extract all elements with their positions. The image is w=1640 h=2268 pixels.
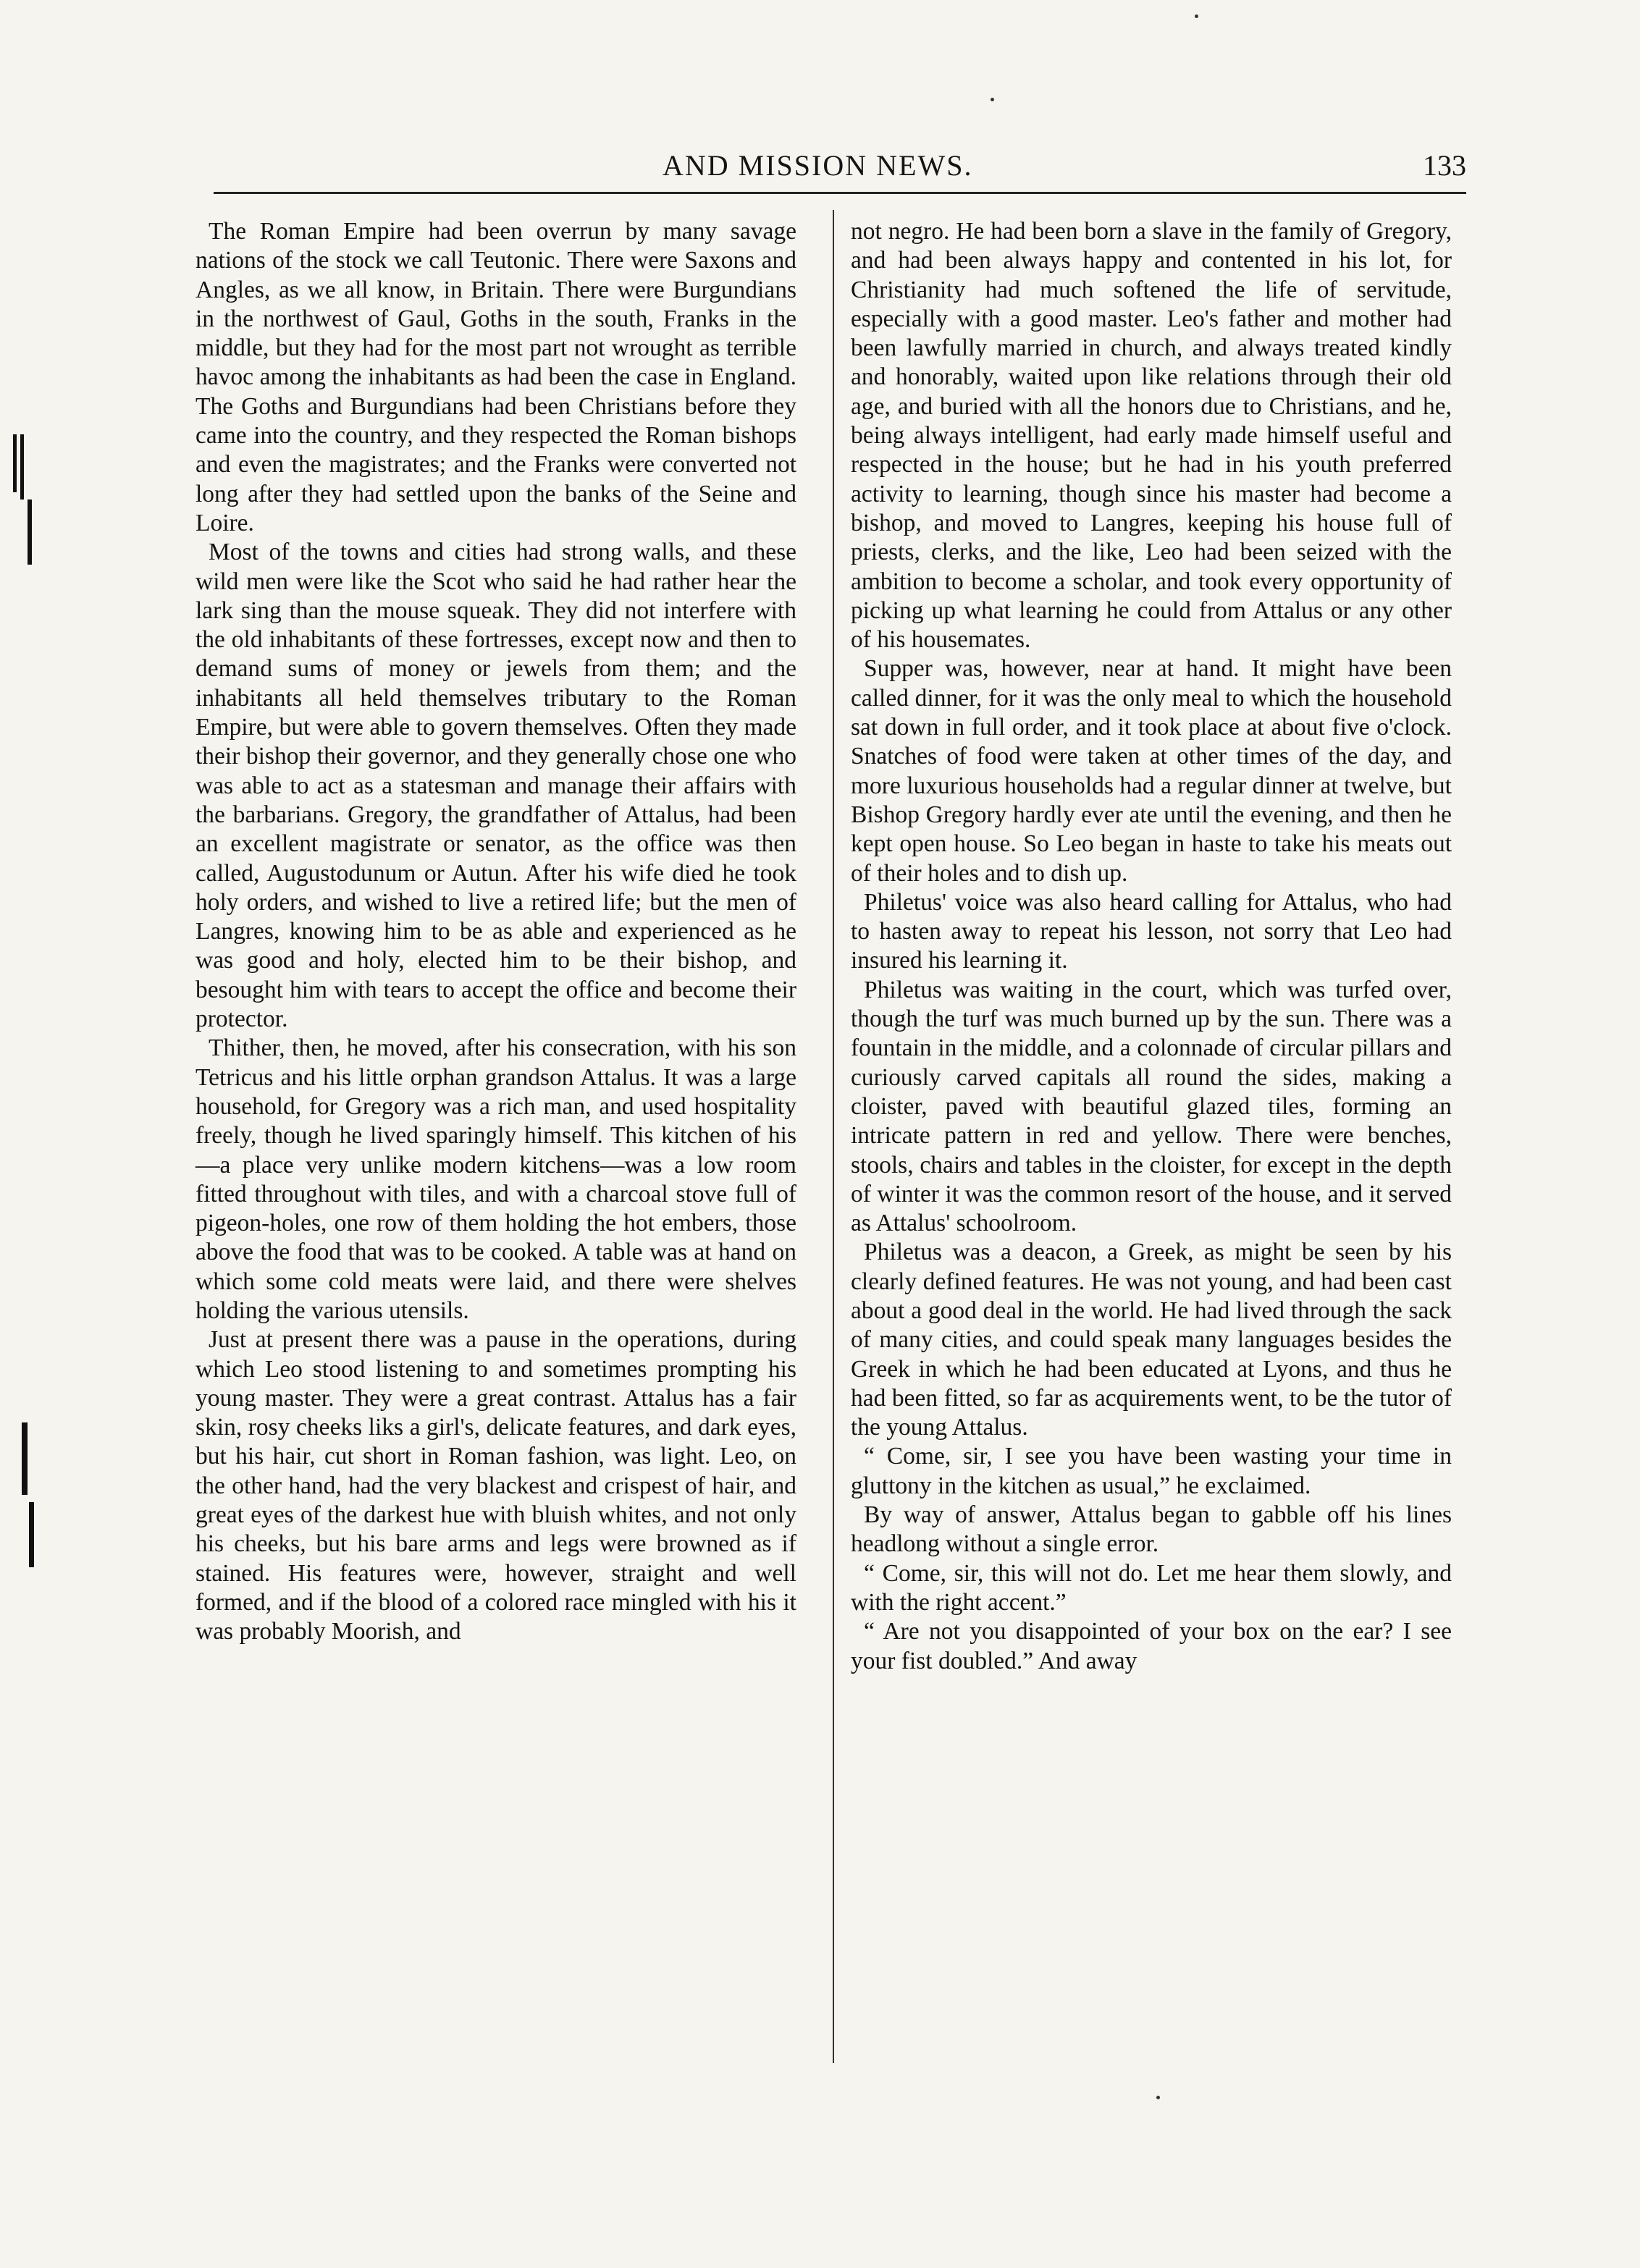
paragraph: Most of the towns and cities had strong walls, and these wild men were like the Scot who said he had rather hear the lark sing than the mouse squeak. They did not interfere with the old inhabitants of these fortresses, except now and then to demand sums of money or jewels from them; and the inhabitants all held themselves tributary to the Roman Empire, but were able to govern themselves. Often they made their bishop their governor, and they generally chose one who was able to act as a statesman and manage their affairs with the barbarians. Gregory, the grandfather of Attalus, had been an excellent magistrate or senator, as the office was then called, Augustodunum or Autun. After his wife died he took holy orders, and wished to live a retired life; but the men of Langres, knowing him to be as able and experienced as he was good and holy, elected him to be their bishop, and besought him with tears to accept the office and become their protector. xyxy=(195,539,796,1033)
page-number: 133 xyxy=(1423,149,1466,182)
paragraph: “ Come, sir, this will not do. Let me hear them slowly, and with the right accent.” xyxy=(851,1559,1452,1616)
margin-mark xyxy=(20,434,24,499)
paragraph: “ Come, sir, I see you have been wasting your time in gluttony in the kitchen as usual,” he exclaimed. xyxy=(851,1443,1452,1499)
speck xyxy=(991,98,994,101)
column-divider xyxy=(833,210,834,2063)
speck xyxy=(1195,14,1198,18)
paragraph: Thither, then, he moved, after his consecration, with his son Tetricus and his little orphan grandson Attalus. It was a large household, for Gregory was a rich man, and used hospitality freely, though he lived sparingly himself. This kitchen of his—a place very unlike modern kitchens—was a low room fitted throughout with tiles, and with a charcoal stove full of pigeon-holes, one row of them holding the hot embers, those above the food that was to be cooked. A table was at hand on which some cold meats were laid, and there were shelves holding the various utensils. xyxy=(195,1034,796,1324)
paragraph: Philetus' voice was also heard calling for Attalus, who had to hasten away to repeat his lesson, not sorry that Leo had insured his learning it. xyxy=(851,888,1452,974)
margin-mark xyxy=(13,434,17,492)
left-column xyxy=(195,217,796,1647)
paragraph: By way of answer, Attalus began to gabble off his lines headlong without a single error. xyxy=(851,1501,1452,1558)
header-rule xyxy=(214,192,1466,194)
speck xyxy=(1156,2096,1160,2099)
right-column xyxy=(851,217,1452,1676)
margin-mark xyxy=(29,1502,34,1567)
margin-mark xyxy=(22,1422,28,1495)
paragraph: Supper was, however, near at hand. It might have been called dinner, for it was the only meal to which the household sat down in full order, and it took place at about five o'clock. Snatches of food were taken at other times of the day, and more luxurious households had a regular dinner at twelve, but Bishop Gregory hardly ever ate until the evening, and then he kept open house. So Leo began in haste to take his meats out of their holes and to dish up. xyxy=(851,655,1452,887)
running-header xyxy=(214,148,1466,192)
paragraph: Just at present there was a pause in the operations, during which Leo stood listening to and sometimes prompting his young master. They were a great contrast. Attalus has a fair skin, rosy cheeks liks a girl's, delicate features, and dark eyes, but his hair, cut short in Roman fashion, was light. Leo, on the other hand, had the very blackest and crispest of hair, and great eyes of the darkest hue with bluish whites, and not only his cheeks, but his bare arms and legs were browned as if stained. His features were, however, straight and well formed, and if the blood of a colored race mingled with his it was probably Moorish, and xyxy=(195,1326,796,1645)
paragraph: “ Are not you disappointed of your box on the ear? I see your fist doubled.” And away xyxy=(851,1618,1452,1674)
paragraph: Philetus was a deacon, a Greek, as might be seen by his clearly defined features. He was not young, and had been cast about a good deal in the world. He had lived through the sack of many cities, and could speak many languages besides the Greek in which he had been educated at Lyons, and thus he had been fitted, so far as acquirements went, to be the tutor of the young Attalus. xyxy=(851,1239,1452,1441)
paragraph: Philetus was waiting in the court, which was turfed over, though the turf was much burned up by the sun. There was a fountain in the middle, and a colonnade of circular pillars and curiously carved capitals all round the sides, making a cloister, paved with beautiful glazed tiles, forming an intricate pattern in red and yellow. There were benches, stools, chairs and tables in the cloister, for except in the depth of winter it was the common resort of the house, and it served as Attalus' schoolroom. xyxy=(851,976,1452,1237)
paragraph-continuation: not negro. He had been born a slave in the family of Gregory, and had been always happy and contented in his lot, for Christianity had much softened the life of servitude, especially with a good master. Leo's father and mother had been lawfully married in church, and always treated kindly and honorably, waited upon like relations through their old age, and buried with all the honors due to Christians, and he, being always intelligent, had early made himself useful and respected in the house; but he had in his youth preferred activity to learning, though since his master had become a bishop, and moved to Langres, keeping his house full of priests, clerks, and the like, Leo had been seized with the ambition to become a scholar, and took every opportunity of picking up what learning he could from Attalus or any other of his housemates. xyxy=(851,218,1452,654)
paragraph: The Roman Empire had been overrun by many savage nations of the stock we call Teutonic. There were Saxons and Angles, as we all know, in Britain. There were Burgundians in the northwest of Gaul, Goths in the south, Franks in the middle, but they had for the most part not wrought as terrible havoc among the inhabitants as had been the case in England. The Goths and Burgundians had been Christians before they came into the country, and they respected the Roman bishops and even the magistrates; and the Franks were converted not long after they had settled upon the banks of the Seine and Loire. xyxy=(195,218,796,536)
margin-mark xyxy=(28,499,32,565)
journal-title: AND MISSION NEWS. xyxy=(663,149,973,182)
